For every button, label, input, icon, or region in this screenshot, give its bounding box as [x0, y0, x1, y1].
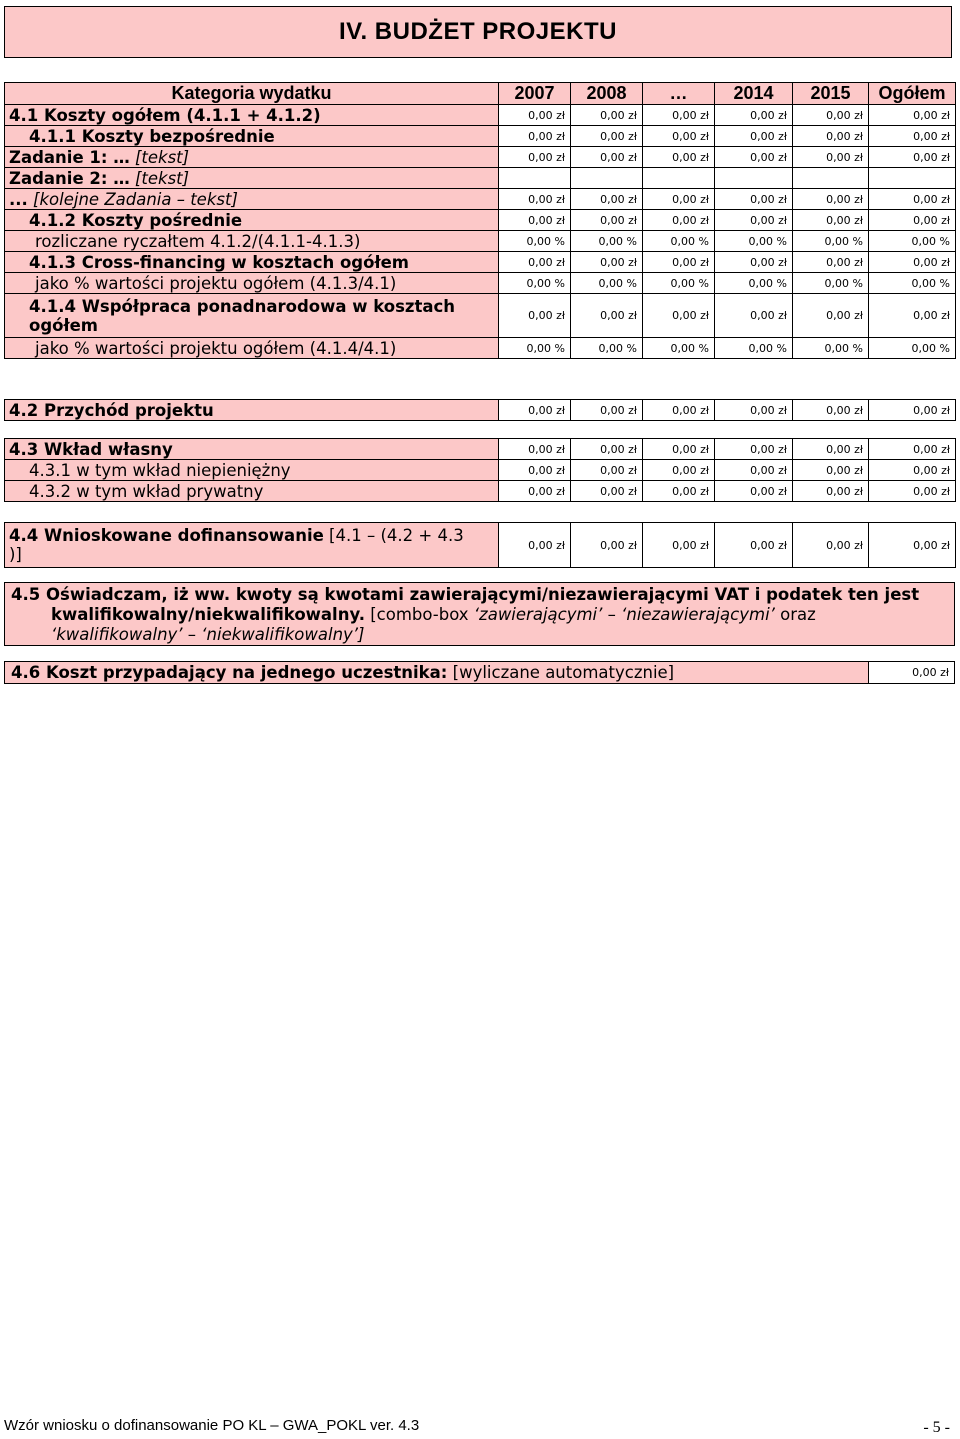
value-cell[interactable]: 0,00 zł: [643, 105, 715, 126]
value-cell[interactable]: 0,00 zł: [571, 460, 643, 481]
value-cell[interactable]: 0,00 zł: [643, 189, 715, 210]
value-cell[interactable]: 0,00 zł: [643, 147, 715, 168]
value-cell[interactable]: 0,00 zł: [869, 147, 956, 168]
value-cell[interactable]: 0,00 zł: [571, 105, 643, 126]
value-cell[interactable]: 0,00 %: [499, 338, 571, 359]
value-cell[interactable]: 0,00 zł: [793, 400, 869, 421]
row-label: jako % wartości projektu ogółem (4.1.3/4.1): [5, 273, 499, 294]
combo-option-with-vat[interactable]: ‘zawierającymi’: [473, 605, 603, 624]
value-cell[interactable]: 0,00 %: [571, 231, 643, 252]
value-cell[interactable]: 0,00 zł: [643, 294, 715, 338]
value-cell[interactable]: 0,00 %: [571, 338, 643, 359]
row-label: rozliczane ryczałtem 4.1.2/(4.1.1-4.1.3): [5, 231, 499, 252]
table-row: [5, 189, 956, 210]
header-2007: 2007: [499, 83, 571, 105]
value-cell[interactable]: 0,00 zł: [643, 460, 715, 481]
value-cell[interactable]: 0,00 zł: [715, 105, 793, 126]
value-cell[interactable]: 0,00 zł: [715, 400, 793, 421]
value-cell[interactable]: 0,00 zł: [869, 400, 956, 421]
value-cell[interactable]: 0,00 %: [499, 273, 571, 294]
vat-declaration: [4, 582, 955, 646]
section-title: IV. BUDŻET PROJEKTU: [339, 18, 617, 45]
value-cell[interactable]: 0,00 %: [715, 231, 793, 252]
header-2015: 2015: [793, 83, 869, 105]
task-text: [tekst]: [129, 168, 190, 188]
combo-dash: –: [602, 605, 622, 624]
value-cell[interactable]: 0,00 zł: [571, 252, 643, 273]
value-cell[interactable]: [571, 168, 643, 189]
value-cell[interactable]: 0,00 zł: [643, 252, 715, 273]
value-cell[interactable]: 0,00 zł: [499, 460, 571, 481]
header-total: Ogółem: [869, 83, 956, 105]
value-cell[interactable]: 0,00 zł: [869, 189, 956, 210]
row-label: [5, 523, 499, 568]
value-cell[interactable]: 0,00 zł: [793, 294, 869, 338]
task-text: [tekst]: [129, 147, 190, 167]
value-cell[interactable]: [643, 168, 715, 189]
table-row: [5, 210, 956, 231]
cost-per-participant-note: [wyliczane automatycznie]: [447, 663, 675, 682]
table-header-row: [5, 83, 956, 105]
row-label: 4.3 Wkład własny: [5, 439, 499, 460]
value-cell[interactable]: 0,00 %: [715, 338, 793, 359]
value-cell[interactable]: 0,00 zł: [643, 439, 715, 460]
value-cell[interactable]: 0,00 zł: [793, 252, 869, 273]
value-cell[interactable]: 0,00 zł: [715, 523, 793, 568]
row-label: [5, 189, 499, 210]
value-cell[interactable]: 0,00 %: [643, 231, 715, 252]
value-cell[interactable]: 0,00 %: [793, 231, 869, 252]
value-cell[interactable]: 0,00 zł: [793, 460, 869, 481]
value-cell[interactable]: 0,00 %: [571, 273, 643, 294]
value-cell[interactable]: 0,00 zł: [571, 126, 643, 147]
table-row: [5, 400, 956, 421]
cost-per-participant-value[interactable]: 0,00 zł: [912, 666, 949, 679]
row-label: 4.1.4 Współpraca ponadnarodowa w kosztach ogółem: [5, 294, 499, 338]
table-row: [5, 126, 956, 147]
task-name: Zadanie 2: …: [9, 168, 130, 188]
row-label: 4.1.2 Koszty pośrednie: [5, 210, 499, 231]
table-row: [5, 147, 956, 168]
value-cell[interactable]: 0,00 zł: [715, 126, 793, 147]
combo-and: oraz: [774, 605, 816, 624]
row-label: [5, 168, 499, 189]
value-cell[interactable]: 0,00 zł: [793, 147, 869, 168]
value-cell[interactable]: 0,00 zł: [715, 439, 793, 460]
cost-per-participant-label: [5, 662, 869, 683]
value-cell[interactable]: 0,00 %: [793, 273, 869, 294]
value-cell[interactable]: 0,00 %: [643, 273, 715, 294]
value-cell[interactable]: 0,00 zł: [869, 481, 956, 502]
combo-option-without-vat[interactable]: ‘niezawierającymi’: [621, 605, 775, 624]
value-cell[interactable]: 0,00 zł: [499, 294, 571, 338]
requested-funding-label: 4.4 Wnioskowane dofinansowanie: [9, 526, 324, 545]
value-cell[interactable]: 0,00 zł: [499, 189, 571, 210]
value-cell[interactable]: [869, 168, 956, 189]
value-cell[interactable]: 0,00 zł: [499, 439, 571, 460]
value-cell[interactable]: 0,00 zł: [499, 400, 571, 421]
combo-end: ]: [358, 625, 365, 644]
table-row: [5, 231, 956, 252]
value-cell[interactable]: 0,00 zł: [499, 147, 571, 168]
value-cell[interactable]: 0,00 zł: [793, 105, 869, 126]
value-cell[interactable]: 0,00 %: [869, 273, 956, 294]
value-cell[interactable]: 0,00 %: [869, 231, 956, 252]
value-cell[interactable]: 0,00 zł: [869, 126, 956, 147]
value-cell[interactable]: 0,00 zł: [571, 294, 643, 338]
row-label: 4.1 Koszty ogółem (4.1.1 + 4.1.2): [5, 105, 499, 126]
value-cell[interactable]: 0,00 zł: [571, 523, 643, 568]
value-cell[interactable]: 0,00 zł: [643, 210, 715, 231]
value-cell[interactable]: [499, 168, 571, 189]
own-contribution-table: [4, 438, 956, 502]
table-row: [5, 273, 956, 294]
table-row: [5, 252, 956, 273]
value-cell[interactable]: 0,00 %: [715, 273, 793, 294]
value-cell[interactable]: 0,00 zł: [715, 460, 793, 481]
value-cell[interactable]: 0,00 zł: [571, 439, 643, 460]
value-cell[interactable]: 0,00 zł: [869, 210, 956, 231]
table-row: [5, 523, 956, 568]
value-cell[interactable]: 0,00 zł: [869, 523, 956, 568]
page-number: - 5 -: [923, 1419, 950, 1436]
value-cell[interactable]: 0,00 zł: [715, 210, 793, 231]
cost-per-participant-title: 4.6 Koszt przypadający na jednego uczestnika:: [11, 663, 448, 682]
row-label: [5, 147, 499, 168]
task-name: Zadanie 1: …: [9, 147, 130, 167]
task-text: [kolejne Zadania – tekst]: [27, 189, 238, 209]
table-row: [5, 460, 956, 481]
value-cell[interactable]: 0,00 %: [643, 338, 715, 359]
value-cell[interactable]: 0,00 zł: [793, 481, 869, 502]
requested-funding-formula: [4.1 – (4.2 + 4.3 )]: [9, 526, 464, 564]
table-row: [5, 294, 956, 338]
value-cell[interactable]: 0,00 zł: [571, 189, 643, 210]
value-cell[interactable]: 0,00 zł: [571, 481, 643, 502]
value-cell[interactable]: 0,00 zł: [715, 189, 793, 210]
value-cell[interactable]: 0,00 zł: [715, 252, 793, 273]
value-cell[interactable]: 0,00 zł: [869, 252, 956, 273]
header-ellipsis: …: [643, 83, 715, 105]
value-cell[interactable]: 0,00 zł: [869, 439, 956, 460]
value-cell[interactable]: [715, 168, 793, 189]
value-cell[interactable]: 0,00 zł: [571, 147, 643, 168]
value-cell[interactable]: 0,00 %: [499, 231, 571, 252]
combo-dash: –: [182, 625, 202, 644]
vat-declaration-text: 4.5 Oświadczam, iż ww. kwoty są kwotami zawierającymi/niezawierającymi VAT i podatek ten jest kwalifikowalny/niekwalifikowalny.: [11, 585, 920, 624]
value-cell[interactable]: 0,00 zł: [869, 460, 956, 481]
row-label: 4.1.3 Cross-financing w kosztach ogółem: [5, 252, 499, 273]
table-row: [5, 105, 956, 126]
table-row: [5, 439, 956, 460]
header-category: Kategoria wydatku: [5, 83, 499, 105]
value-cell[interactable]: 0,00 zł: [793, 189, 869, 210]
value-cell[interactable]: 0,00 zł: [571, 210, 643, 231]
value-cell[interactable]: 0,00 zł: [793, 523, 869, 568]
combo-box-note: [combo-box: [364, 605, 474, 624]
value-cell[interactable]: 0,00 zł: [643, 481, 715, 502]
value-cell[interactable]: 0,00 zł: [869, 294, 956, 338]
value-cell[interactable]: 0,00 %: [869, 338, 956, 359]
value-cell[interactable]: 0,00 zł: [643, 400, 715, 421]
value-cell[interactable]: 0,00 zł: [499, 210, 571, 231]
value-cell[interactable]: 0,00 zł: [499, 523, 571, 568]
value-cell[interactable]: 0,00 zł: [643, 126, 715, 147]
row-label: 4.2 Przychód projektu: [5, 400, 499, 421]
value-cell[interactable]: 0,00 zł: [715, 294, 793, 338]
combo-option-ineligible[interactable]: ‘niekwalifikowalny’: [201, 625, 359, 644]
value-cell[interactable]: 0,00 %: [793, 338, 869, 359]
section-title-box: [4, 6, 952, 58]
cost-per-participant: [4, 661, 955, 684]
value-cell[interactable]: 0,00 zł: [499, 126, 571, 147]
value-cell[interactable]: 0,00 zł: [793, 210, 869, 231]
value-cell[interactable]: 0,00 zł: [715, 481, 793, 502]
header-2014: 2014: [715, 83, 793, 105]
value-cell[interactable]: 0,00 zł: [499, 105, 571, 126]
task-name: ...: [9, 189, 28, 209]
row-label: 4.3.1 w tym wkład niepieniężny: [5, 460, 499, 481]
header-2008: 2008: [571, 83, 643, 105]
row-label: 4.3.2 w tym wkład prywatny: [5, 481, 499, 502]
value-cell[interactable]: 0,00 zł: [499, 252, 571, 273]
value-cell[interactable]: 0,00 zł: [499, 481, 571, 502]
combo-option-eligible[interactable]: ‘kwalifikowalny’: [51, 625, 183, 644]
value-cell[interactable]: 0,00 zł: [643, 523, 715, 568]
value-cell[interactable]: [793, 168, 869, 189]
value-cell[interactable]: 0,00 zł: [793, 439, 869, 460]
footer-form-version: Wzór wniosku o dofinansowanie PO KL – GWA_POKL ver. 4.3: [4, 1417, 420, 1434]
value-cell[interactable]: 0,00 zł: [869, 105, 956, 126]
table-row: [5, 481, 956, 502]
table-row: [5, 338, 956, 359]
table-row: [5, 168, 956, 189]
budget-table: [4, 82, 956, 359]
row-label: 4.1.1 Koszty bezpośrednie: [5, 126, 499, 147]
value-cell[interactable]: 0,00 zł: [715, 147, 793, 168]
value-cell[interactable]: 0,00 zł: [793, 126, 869, 147]
row-label: jako % wartości projektu ogółem (4.1.4/4.1): [5, 338, 499, 359]
requested-funding-table: [4, 522, 956, 568]
value-cell[interactable]: 0,00 zł: [571, 400, 643, 421]
income-table: [4, 399, 956, 421]
